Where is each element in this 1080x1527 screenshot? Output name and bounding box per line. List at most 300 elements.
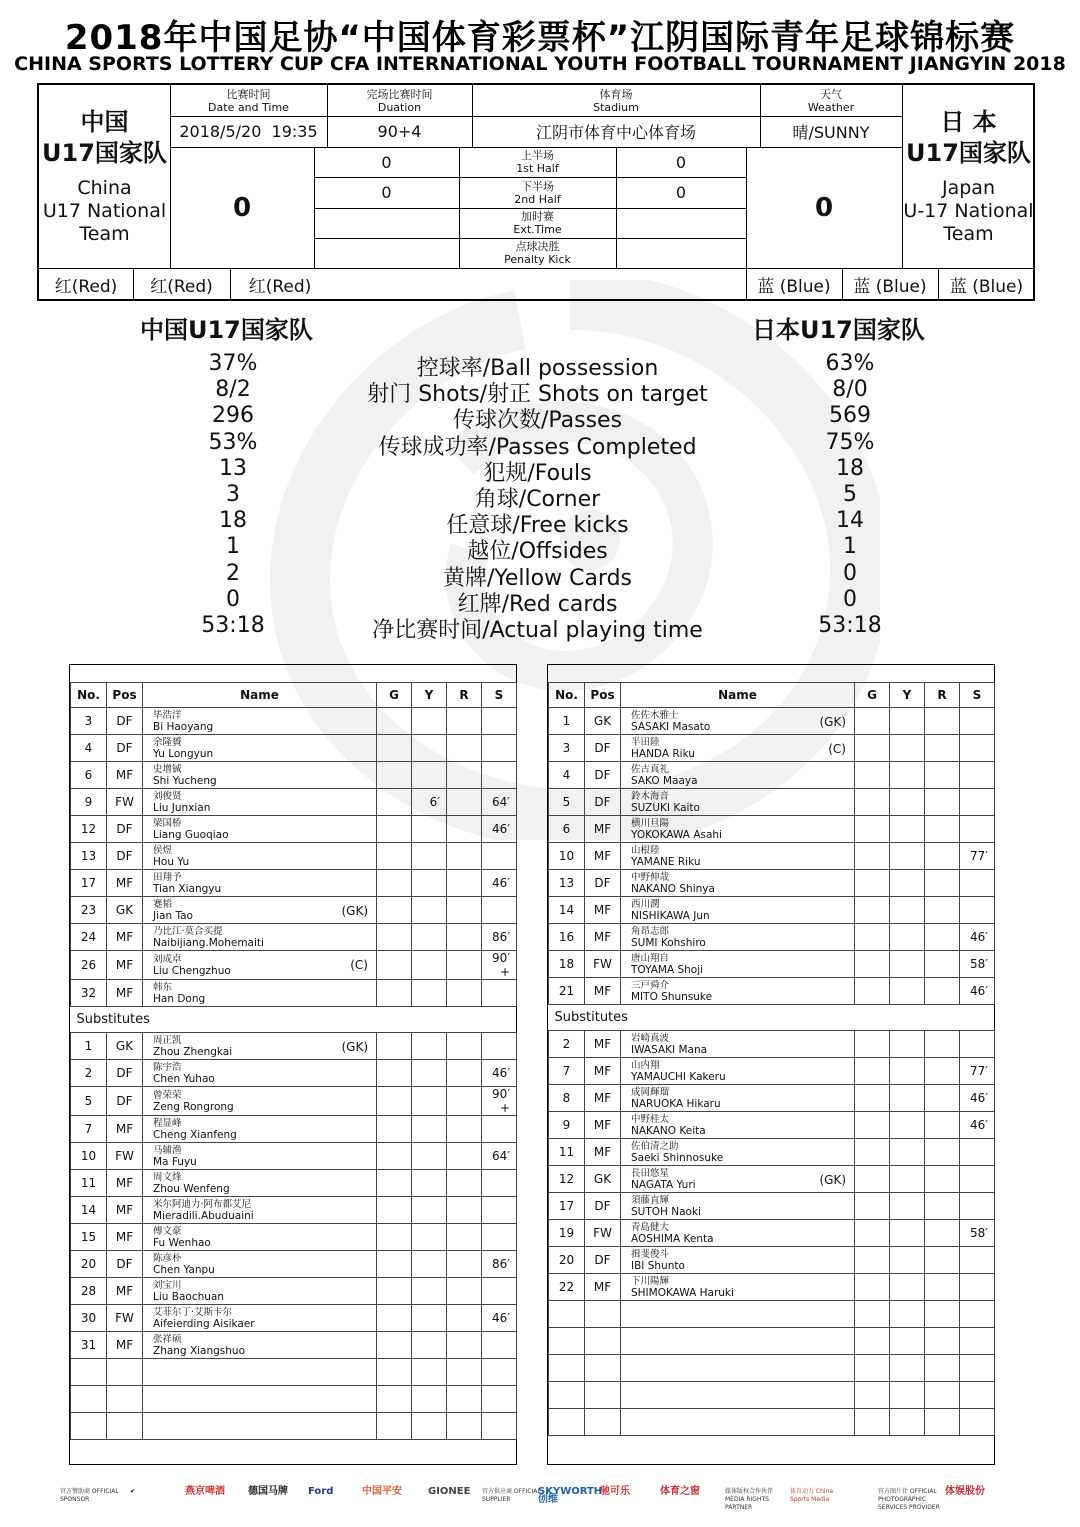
stat-away-value: 14 bbox=[836, 508, 864, 534]
substitutes-header bbox=[549, 1005, 995, 1031]
player-sub bbox=[482, 897, 517, 924]
player-name-cn: 马辅渔 bbox=[153, 1145, 182, 1156]
player-name-cn: 西川潤 bbox=[631, 899, 660, 910]
player-position: FW bbox=[107, 1143, 143, 1170]
player-sub: 77′ bbox=[960, 843, 995, 870]
player-number: 9 bbox=[71, 789, 107, 816]
player-sub: 46′ bbox=[960, 924, 995, 951]
player-position: MF bbox=[585, 1031, 621, 1058]
player-number: 10 bbox=[549, 843, 585, 870]
home-team-cn-2: U17国家队 bbox=[42, 139, 167, 167]
player-sub bbox=[960, 762, 995, 789]
stat-label: 控球率/Ball possession bbox=[416, 356, 659, 381]
player-name-cn: 曾荣荣 bbox=[153, 1090, 182, 1101]
away-kit-1: 蓝 (Blue) bbox=[757, 277, 831, 297]
away-team-cn-1: 日 本 bbox=[940, 108, 997, 136]
match-header bbox=[37, 83, 1035, 301]
stat-away-value: 0 bbox=[843, 560, 857, 586]
player-goal bbox=[855, 1058, 890, 1085]
player-position: MF bbox=[107, 1197, 143, 1224]
player-sub bbox=[960, 735, 995, 762]
player-goal bbox=[855, 762, 890, 789]
weather-value: 晴/SUNNY bbox=[792, 123, 870, 142]
player-name-cn: 三戸舜介 bbox=[631, 980, 670, 991]
player-red bbox=[925, 1139, 960, 1166]
player-name bbox=[143, 1033, 377, 1060]
player-number: 5 bbox=[549, 789, 585, 816]
player-yellow bbox=[890, 843, 925, 870]
player-position: FW bbox=[585, 951, 621, 978]
player-sub bbox=[960, 1166, 995, 1193]
stat-row bbox=[0, 508, 1080, 539]
player-position: FW bbox=[585, 1220, 621, 1247]
duration-label: 完场比赛时间 Duation bbox=[366, 87, 433, 114]
player-number: 1 bbox=[71, 1033, 107, 1060]
stat-row bbox=[0, 613, 1080, 643]
player-position: DF bbox=[107, 1060, 143, 1087]
player-yellow bbox=[412, 1087, 447, 1116]
player-name bbox=[621, 708, 855, 735]
player-sub: 90′+ bbox=[482, 951, 517, 980]
player-position: MF bbox=[585, 1058, 621, 1085]
player-red bbox=[447, 843, 482, 870]
player-name bbox=[621, 789, 855, 816]
player-name bbox=[143, 951, 377, 980]
player-yellow bbox=[890, 897, 925, 924]
player-goal bbox=[377, 1116, 412, 1143]
period-ext-time: 加时赛 Ext.Time bbox=[513, 210, 562, 236]
title-chinese: 2018年中国足协“中国体育彩票杯”江阴国际青年足球锦标赛 bbox=[64, 18, 1016, 58]
player-name-cn: 米尔阿迪力·阿布都艾尼 bbox=[153, 1199, 252, 1210]
player-goal bbox=[377, 789, 412, 816]
player-sub: 90′+ bbox=[482, 1087, 517, 1116]
player-name bbox=[621, 870, 855, 897]
stat-row bbox=[0, 351, 1080, 381]
col-g: G bbox=[377, 683, 412, 708]
player-number: 6 bbox=[549, 816, 585, 843]
stat-away-value: 5 bbox=[843, 482, 857, 507]
player-goal bbox=[855, 1085, 890, 1112]
away-team-heading: 日本U17国家队 bbox=[752, 316, 925, 344]
substitutes-header bbox=[71, 1007, 517, 1033]
player-name bbox=[621, 1139, 855, 1166]
stat-away-value: 53:18 bbox=[818, 613, 882, 638]
stat-home-value: 296 bbox=[212, 403, 254, 429]
player-name bbox=[143, 1332, 377, 1359]
player-name-en: Cheng Xianfeng bbox=[153, 1129, 237, 1141]
player-name bbox=[621, 762, 855, 789]
player-sub bbox=[482, 1224, 517, 1251]
player-row bbox=[71, 1143, 517, 1170]
player-row bbox=[71, 980, 517, 1007]
stat-home-value: 1 bbox=[226, 534, 240, 560]
player-name bbox=[621, 1220, 855, 1247]
player-goal bbox=[377, 951, 412, 980]
player-goal bbox=[855, 708, 890, 735]
substitutes-label: Substitutes bbox=[71, 1007, 517, 1033]
player-name bbox=[621, 897, 855, 924]
player-red bbox=[925, 816, 960, 843]
player-name bbox=[621, 978, 855, 1005]
player-name-cn: 佐佐木雅士 bbox=[631, 710, 679, 721]
player-number: 3 bbox=[549, 735, 585, 762]
player-goal bbox=[855, 1139, 890, 1166]
player-name bbox=[143, 1116, 377, 1143]
player-name-cn: 史增铖 bbox=[153, 764, 182, 775]
player-name-en: SUZUKI Kaito bbox=[631, 802, 700, 814]
home-1st-half: 0 bbox=[381, 152, 392, 172]
player-number: 2 bbox=[71, 1060, 107, 1087]
player-red bbox=[925, 762, 960, 789]
player-name bbox=[143, 980, 377, 1007]
player-role-tag: (GK) bbox=[341, 904, 368, 918]
player-number: 12 bbox=[71, 816, 107, 843]
player-name bbox=[143, 870, 377, 897]
col-s: S bbox=[482, 683, 517, 708]
sponsor-logo: 中国平安 bbox=[362, 1486, 402, 1497]
stadium-label: 体育场 Stadium bbox=[593, 87, 639, 114]
player-row bbox=[71, 1033, 517, 1060]
sponsor-logo: 驰可乐 bbox=[600, 1486, 630, 1497]
sponsor-logo: 燕京啤酒 bbox=[185, 1486, 225, 1497]
player-goal bbox=[377, 1060, 412, 1087]
player-row bbox=[549, 1220, 995, 1247]
player-yellow bbox=[412, 1170, 447, 1197]
player-sub: 46′ bbox=[960, 978, 995, 1005]
player-row bbox=[71, 1332, 517, 1359]
player-goal bbox=[855, 978, 890, 1005]
player-name bbox=[143, 762, 377, 789]
player-name-cn: 鈴木海音 bbox=[631, 791, 670, 802]
player-name bbox=[621, 1058, 855, 1085]
stat-row bbox=[0, 377, 1080, 408]
player-goal bbox=[377, 735, 412, 762]
stat-home-value: 53% bbox=[208, 429, 258, 455]
player-number: 26 bbox=[71, 951, 107, 980]
player-yellow bbox=[890, 789, 925, 816]
player-name-cn: 刘宝川 bbox=[153, 1280, 182, 1291]
player-goal bbox=[377, 1143, 412, 1170]
player-name bbox=[143, 843, 377, 870]
player-name-cn: 青島健大 bbox=[631, 1222, 670, 1233]
player-name bbox=[143, 897, 377, 924]
stat-away-value: 18 bbox=[836, 455, 864, 481]
player-name-en: AOSHIMA Kenta bbox=[631, 1233, 714, 1245]
away-team-block bbox=[902, 85, 1035, 268]
player-role-tag: (GK) bbox=[341, 1040, 368, 1054]
player-sub: 64′ bbox=[482, 789, 517, 816]
player-row bbox=[71, 1170, 517, 1197]
sponsor-logo: 体育动力 China Sports Media bbox=[790, 1488, 834, 1503]
player-name-en: Mieradili.Abuduaini bbox=[153, 1210, 254, 1222]
stat-home-value: 37% bbox=[208, 351, 258, 376]
player-number: 18 bbox=[549, 951, 585, 978]
player-row bbox=[71, 924, 517, 951]
player-goal bbox=[377, 1332, 412, 1359]
player-number: 17 bbox=[71, 870, 107, 897]
player-yellow bbox=[890, 951, 925, 978]
col-r: R bbox=[447, 683, 482, 708]
player-number: 14 bbox=[549, 897, 585, 924]
stat-label: 红牌/Red cards bbox=[457, 591, 618, 617]
player-number: 7 bbox=[549, 1058, 585, 1085]
player-sub: 86′ bbox=[482, 924, 517, 951]
player-row bbox=[71, 762, 517, 789]
lineup-header-row bbox=[71, 683, 517, 708]
player-red bbox=[925, 897, 960, 924]
player-number: 11 bbox=[71, 1170, 107, 1197]
player-role-tag: (GK) bbox=[819, 1173, 846, 1187]
home-team-en-3: Team bbox=[79, 223, 130, 245]
player-goal bbox=[377, 1251, 412, 1278]
empty-row bbox=[549, 1382, 995, 1409]
player-yellow bbox=[412, 1224, 447, 1251]
player-yellow bbox=[890, 1166, 925, 1193]
player-number: 8 bbox=[549, 1085, 585, 1112]
player-yellow bbox=[890, 978, 925, 1005]
player-position: FW bbox=[107, 1305, 143, 1332]
player-role-tag: (C) bbox=[828, 742, 846, 756]
player-row bbox=[549, 1274, 995, 1301]
player-sub bbox=[482, 843, 517, 870]
player-sub: 46′ bbox=[960, 1085, 995, 1112]
player-row bbox=[71, 708, 517, 735]
sponsor-logo: 官方赞助商 OFFICIAL SPONSOR bbox=[60, 1488, 119, 1503]
player-yellow bbox=[890, 1220, 925, 1247]
player-name bbox=[621, 1247, 855, 1274]
home-team-en-1: China bbox=[77, 177, 132, 199]
player-goal bbox=[855, 897, 890, 924]
player-name-cn: 乃比江·莫合买提 bbox=[153, 926, 223, 937]
col-pos: Pos bbox=[585, 683, 621, 708]
player-red bbox=[925, 978, 960, 1005]
player-position: MF bbox=[107, 1170, 143, 1197]
player-number: 5 bbox=[71, 1087, 107, 1116]
away-lineup-table bbox=[547, 664, 995, 1465]
player-position: MF bbox=[107, 1224, 143, 1251]
player-number: 22 bbox=[549, 1274, 585, 1301]
sponsor-logo: SKYWORTH 创维 bbox=[538, 1486, 603, 1505]
player-yellow bbox=[890, 762, 925, 789]
title-english: CHINA SPORTS LOTTERY CUP CFA INTERNATIONAL YOUTH FOOTBALL TOURNAMENT JIANGYIN 2018 bbox=[14, 53, 1066, 75]
lineup-header-row bbox=[549, 683, 995, 708]
player-name-en: HANDA Riku bbox=[631, 748, 695, 760]
home-team-en-2: U17 National bbox=[42, 200, 167, 222]
player-name-en: Saeki Shinnosuke bbox=[631, 1152, 724, 1164]
player-row bbox=[71, 1305, 517, 1332]
player-position: GK bbox=[107, 897, 143, 924]
player-yellow bbox=[412, 1278, 447, 1305]
player-name bbox=[621, 816, 855, 843]
player-name-cn: 张祥硕 bbox=[153, 1334, 182, 1345]
col-y: Y bbox=[412, 683, 447, 708]
player-name-cn: 山内翔 bbox=[631, 1060, 660, 1071]
stat-away-value: 0 bbox=[843, 586, 857, 612]
stat-home-value: 0 bbox=[226, 586, 240, 612]
player-red bbox=[447, 1087, 482, 1116]
player-name-en: Zeng Rongrong bbox=[153, 1101, 234, 1113]
player-yellow bbox=[412, 897, 447, 924]
player-position: MF bbox=[585, 897, 621, 924]
empty-row bbox=[549, 1355, 995, 1382]
player-red bbox=[447, 1033, 482, 1060]
player-row bbox=[71, 1116, 517, 1143]
player-name-en: Liu Junxian bbox=[153, 802, 211, 814]
sponsor-logo: ✔ bbox=[130, 1488, 136, 1495]
player-red bbox=[447, 1332, 482, 1359]
player-goal bbox=[377, 924, 412, 951]
home-kit-3: 红(Red) bbox=[248, 277, 312, 297]
player-red bbox=[447, 762, 482, 789]
player-sub bbox=[482, 1278, 517, 1305]
player-name-cn: 刘成卓 bbox=[153, 954, 182, 965]
player-sub bbox=[960, 1139, 995, 1166]
player-name-cn: 中野伸哉 bbox=[631, 872, 670, 883]
player-sub: 46′ bbox=[482, 1305, 517, 1332]
player-row bbox=[71, 897, 517, 924]
player-yellow bbox=[890, 924, 925, 951]
substitutes-label: Substitutes bbox=[549, 1005, 995, 1031]
player-row bbox=[549, 735, 995, 762]
player-name-cn: 中野桂太 bbox=[631, 1114, 670, 1125]
player-name-cn: 横川旦陽 bbox=[631, 818, 670, 829]
player-position: DF bbox=[585, 1247, 621, 1274]
player-sub bbox=[960, 1193, 995, 1220]
player-red bbox=[925, 735, 960, 762]
stat-label: 传球次数/Passes bbox=[452, 408, 623, 434]
player-number: 12 bbox=[549, 1166, 585, 1193]
player-row bbox=[71, 816, 517, 843]
player-sub: 46′ bbox=[960, 1112, 995, 1139]
player-name-en: NARUOKA Hikaru bbox=[631, 1098, 721, 1110]
home-kit-2: 红(Red) bbox=[150, 277, 213, 297]
player-row bbox=[549, 951, 995, 978]
stat-away-value: 569 bbox=[829, 403, 871, 429]
player-number: 31 bbox=[71, 1332, 107, 1359]
player-position: MF bbox=[107, 951, 143, 980]
player-yellow bbox=[890, 735, 925, 762]
col-pos: Pos bbox=[107, 683, 143, 708]
player-goal bbox=[855, 843, 890, 870]
player-goal bbox=[377, 762, 412, 789]
player-name-en: NAGATA Yuri bbox=[631, 1179, 696, 1191]
player-goal bbox=[377, 897, 412, 924]
player-name-en: Bi Haoyang bbox=[153, 721, 214, 733]
player-row bbox=[71, 951, 517, 980]
col-no: No. bbox=[549, 683, 585, 708]
player-name-cn: 佐伯清之助 bbox=[631, 1141, 679, 1152]
player-position: MF bbox=[585, 843, 621, 870]
player-goal bbox=[855, 924, 890, 951]
stat-home-value: 18 bbox=[219, 508, 247, 534]
player-sub bbox=[960, 1274, 995, 1301]
player-sub bbox=[960, 897, 995, 924]
player-sub bbox=[482, 1170, 517, 1197]
player-role-tag: (GK) bbox=[819, 715, 846, 729]
col-name: Name bbox=[621, 683, 855, 708]
player-name bbox=[621, 924, 855, 951]
player-row bbox=[549, 708, 995, 735]
player-number: 4 bbox=[71, 735, 107, 762]
player-position: DF bbox=[585, 762, 621, 789]
stat-label: 射门 Shots/射正 Shots on target bbox=[367, 382, 708, 408]
player-name-cn: 佐古真礼 bbox=[631, 764, 670, 775]
player-red bbox=[925, 1247, 960, 1274]
player-goal bbox=[377, 1087, 412, 1116]
player-name-en: Ma Fuyu bbox=[153, 1156, 197, 1168]
player-goal bbox=[855, 789, 890, 816]
player-name-en: SHIMOKAWA Haruki bbox=[631, 1287, 734, 1299]
player-red bbox=[447, 1224, 482, 1251]
player-yellow bbox=[412, 980, 447, 1007]
player-yellow bbox=[412, 951, 447, 980]
home-team-heading: 中国U17国家队 bbox=[140, 316, 313, 344]
player-yellow bbox=[412, 816, 447, 843]
player-red bbox=[447, 951, 482, 980]
player-name bbox=[621, 951, 855, 978]
player-sub: 58′ bbox=[960, 1220, 995, 1247]
player-number: 2 bbox=[549, 1031, 585, 1058]
player-yellow bbox=[412, 870, 447, 897]
player-sub: 46′ bbox=[482, 1060, 517, 1087]
player-name-en: IWASAKI Mana bbox=[631, 1044, 708, 1056]
player-role-tag: (C) bbox=[350, 958, 368, 972]
player-name-cn: 余隆贇 bbox=[153, 737, 182, 748]
player-name-en: Yu Longyun bbox=[153, 748, 214, 760]
empty-row bbox=[549, 1301, 995, 1328]
away-2nd-half: 0 bbox=[675, 183, 687, 202]
stat-label: 犯规/Fouls bbox=[483, 460, 592, 486]
player-name-en: Tian Xiangyu bbox=[153, 883, 222, 895]
player-goal bbox=[855, 1112, 890, 1139]
player-red bbox=[447, 980, 482, 1007]
player-goal bbox=[855, 1193, 890, 1220]
player-position: MF bbox=[107, 980, 143, 1007]
player-yellow bbox=[890, 1085, 925, 1112]
player-number: 20 bbox=[71, 1251, 107, 1278]
player-sub bbox=[482, 1197, 517, 1224]
stat-row bbox=[0, 403, 1080, 434]
player-red bbox=[447, 1116, 482, 1143]
date-label: 比赛时间 Date and Time bbox=[208, 87, 289, 114]
player-red bbox=[925, 843, 960, 870]
player-position: MF bbox=[585, 924, 621, 951]
player-red bbox=[925, 1220, 960, 1247]
stat-away-value: 63% bbox=[825, 351, 875, 376]
player-red bbox=[447, 1305, 482, 1332]
player-red bbox=[447, 1278, 482, 1305]
col-g: G bbox=[855, 683, 890, 708]
player-row bbox=[71, 1060, 517, 1087]
player-number: 3 bbox=[71, 708, 107, 735]
player-name-cn: 成岡輝瑠 bbox=[631, 1087, 670, 1098]
sponsor-logo: 德国马牌 bbox=[248, 1486, 288, 1497]
period-2nd-half: 下半场 2nd Half bbox=[514, 179, 561, 206]
player-red bbox=[925, 1112, 960, 1139]
player-name-en: NAKANO Keita bbox=[631, 1125, 706, 1137]
player-number: 20 bbox=[549, 1247, 585, 1274]
player-row bbox=[549, 1193, 995, 1220]
stat-row bbox=[0, 455, 1080, 486]
player-number: 24 bbox=[71, 924, 107, 951]
stat-row bbox=[0, 560, 1080, 591]
player-name-en: YOKOKAWA Asahi bbox=[631, 829, 722, 841]
player-yellow bbox=[890, 1031, 925, 1058]
player-name bbox=[621, 1166, 855, 1193]
player-name-cn: 毕浩洋 bbox=[153, 710, 182, 721]
player-position: DF bbox=[107, 1087, 143, 1116]
player-sub bbox=[482, 980, 517, 1007]
